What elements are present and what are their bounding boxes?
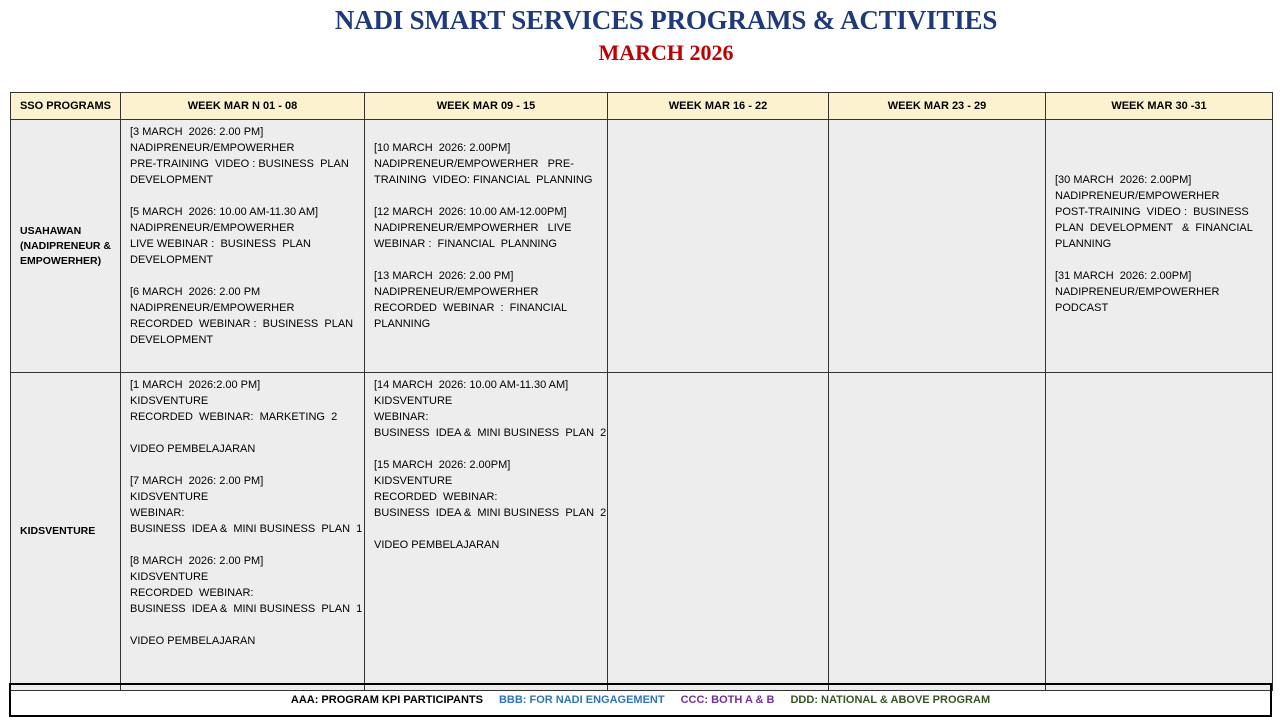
column-header-week-1: WEEK MAR N 01 - 08 (121, 93, 365, 120)
program-name-kidsventure: KIDSVENTURE (11, 373, 121, 691)
usahawan-week-5-cell: [30 MARCH 2026: 2.00PM] NADIPRENEUR/EMPOWERHER POST-TRAINING VIDEO : BUSINESS PLAN DEVELOPMENT & FINANCIAL PLANNING [31 MARCH 2026: 2.00PM] NADIPRENEUR/EMPOWERHER PODCAST (1046, 120, 1273, 373)
column-header-week-5: WEEK MAR 30 -31 (1046, 93, 1273, 120)
table-row-usahawan (11, 120, 1273, 373)
usahawan-week-4-cell (829, 120, 1046, 373)
legend-item-aaa: AAA: PROGRAM KPI PARTICIPANTS (290, 694, 483, 706)
kidsventure-week-1-cell: [1 MARCH 2026:2.00 PM] KIDSVENTURE RECORDED WEBINAR: MARKETING 2 VIDEO PEMBELAJARAN [7 MARCH 2026: 2.00 PM] KIDSVENTURE WEBINAR: BUSINESS IDEA & MINI BUSINESS PLAN 1 [8 MARCH 2026: 2.00 PM] KIDSVENTURE RECORDED WEBINAR: BUSINESS IDEA & MINI BUSINESS PLAN 1 VIDEO PEMBELAJARAN (121, 373, 365, 691)
usahawan-week-1-cell: [3 MARCH 2026: 2.00 PM] NADIPRENEUR/EMPOWERHER PRE-TRAINING VIDEO : BUSINESS PLAN DEVELOPMENT [5 MARCH 2026: 10.00 AM-11.30 AM] NADIPRENEUR/EMPOWERHER LIVE WEBINAR : BUSINESS PLAN DEVELOPMENT [6 MARCH 2026: 2.00 PM NADIPRENEUR/EMPOWERHER RECORDED WEBINAR : BUSINESS PLAN DEVELOPMENT (121, 120, 365, 373)
usahawan-week-2-cell: [10 MARCH 2026: 2.00PM] NADIPRENEUR/EMPOWERHER PRE- TRAINING VIDEO: FINANCIAL PLANNING [12 MARCH 2026: 10.00 AM-12.00PM] NADIPRENEUR/EMPOWERHER LIVE WEBINAR : FINANCIAL PLANNING [13 MARCH 2026: 2.00 PM] NADIPRENEUR/EMPOWERHER RECORDED WEBINAR : FINANCIAL PLANNING (365, 120, 608, 373)
column-header-week-2: WEEK MAR 09 - 15 (365, 93, 608, 120)
column-header-week-4: WEEK MAR 23 - 29 (829, 93, 1046, 120)
page-subtitle: MARCH 2026 (598, 40, 734, 65)
program-name-usahawan: USAHAWAN (NADIPRENEUR & EMPOWERHER) (11, 120, 121, 373)
legend-item-ddd: DDD: NATIONAL & ABOVE PROGRAM (790, 694, 991, 706)
column-header-week-3: WEEK MAR 16 - 22 (608, 93, 829, 120)
legend-item-bbb: BBB: FOR NADI ENGAGEMENT (498, 694, 665, 706)
kidsventure-week-5-cell (1046, 373, 1273, 691)
kidsventure-week-4-cell (829, 373, 1046, 691)
legend-bar (9, 683, 1272, 717)
table-row-kidsventure (11, 373, 1273, 691)
usahawan-week-3-cell (608, 120, 829, 373)
legend-item-ccc: CCC: BOTH A & B (680, 694, 775, 706)
schedule-table (10, 92, 1273, 691)
table-header-row (11, 93, 1273, 120)
page-title: NADI SMART SERVICES PROGRAMS & ACTIVITIES (334, 5, 998, 35)
kidsventure-week-3-cell (608, 373, 829, 691)
column-header-programs: SSO PROGRAMS (11, 93, 121, 120)
kidsventure-week-2-cell: [14 MARCH 2026: 10.00 AM-11.30 AM] KIDSVENTURE WEBINAR: BUSINESS IDEA & MINI BUSINESS PLAN 2 [15 MARCH 2026: 2.00PM] KIDSVENTURE RECORDED WEBINAR: BUSINESS IDEA & MINI BUSINESS PLAN 2 VIDEO PEMBELAJARAN (365, 373, 608, 691)
